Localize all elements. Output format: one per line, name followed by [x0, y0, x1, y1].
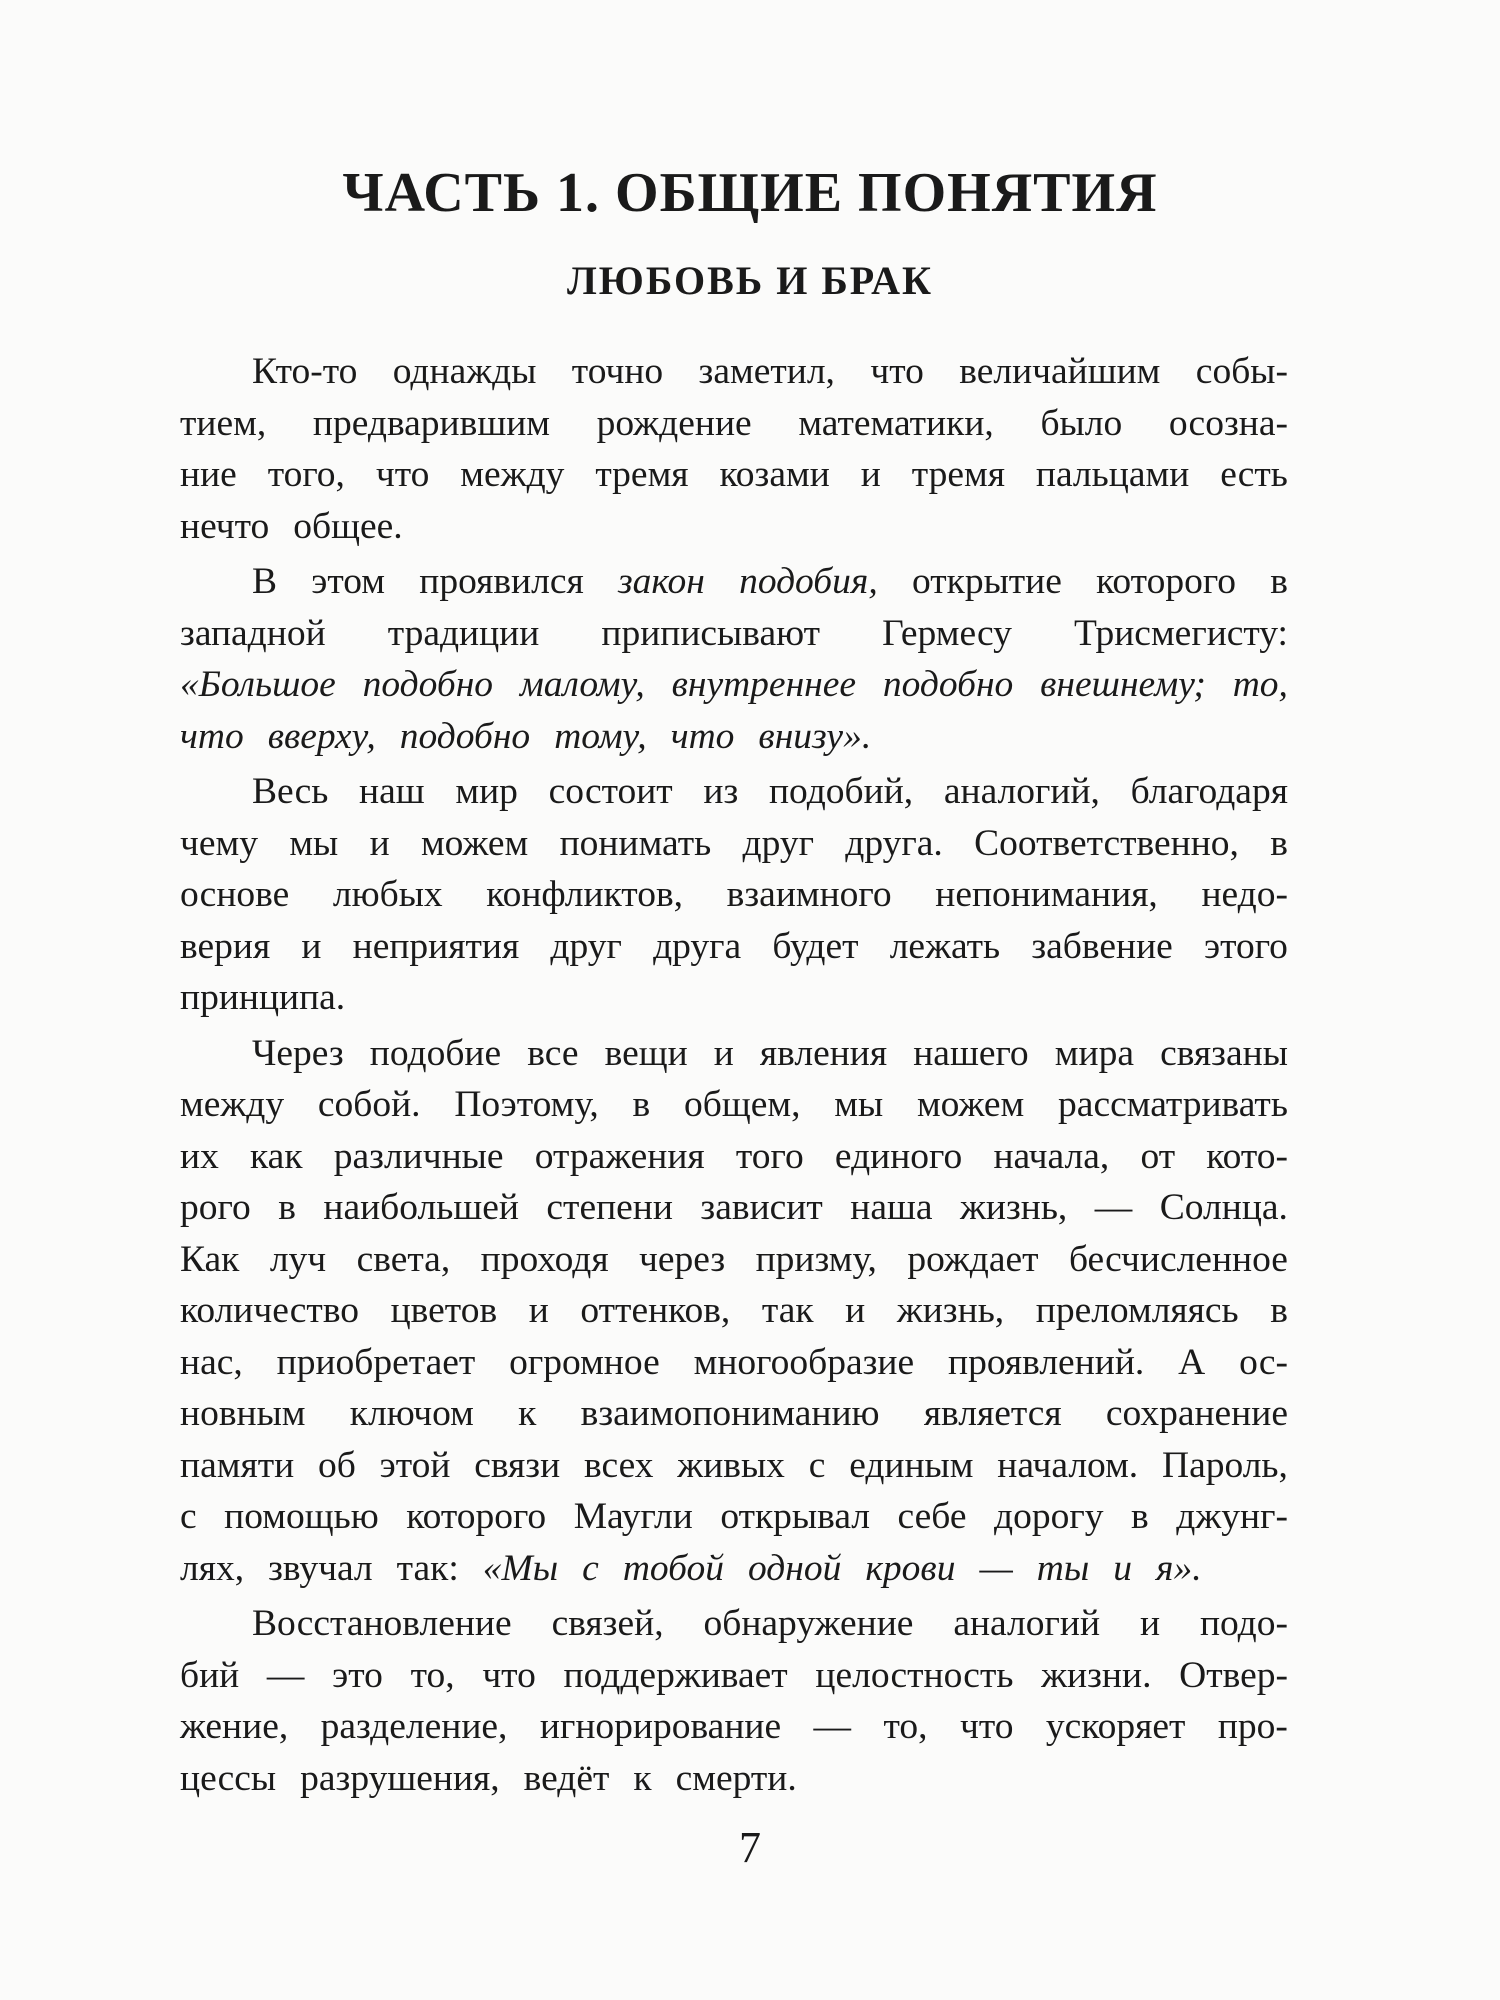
text-line: между собой. Поэтому, в общем, мы можем рассматривать [180, 1084, 1288, 1125]
text-line: «Большое подобно малому, внутреннее подобно внешнему; то, [180, 664, 1288, 705]
text-line: Восстановление связей, обнаружение аналогий и подо- [252, 1603, 1288, 1644]
text-line: с помощью которого Маугли открывал себе дорогу в джунг- [180, 1496, 1288, 1537]
part-title: ЧАСТЬ 1. ОБЩИЕ ПОНЯТИЯ [342, 162, 1158, 224]
text-line: рого в наибольшей степени зависит наша жизнь, — Солнца. [180, 1187, 1288, 1228]
text-line: Весь наш мир состоит из подобий, аналогий, благодаря [252, 771, 1288, 812]
text-line: принципа. [180, 977, 346, 1018]
text-line: что вверху, подобно тому, что внизу». [180, 715, 872, 757]
text-line: Через подобие все вещи и явления нашего мира связаны [252, 1032, 1288, 1074]
page-number: 7 [739, 1823, 761, 1872]
text-line: цессы разрушения, ведёт к смерти. [180, 1757, 797, 1799]
text-line: их как различные отражения того единого начала, от кото- [180, 1135, 1288, 1177]
text-line: основе любых конфликтов, взаимного непонимания, недо- [180, 874, 1288, 915]
text-line: тием, предварившим рождение математики, было осозна- [180, 402, 1288, 444]
text-line: Кто-то однажды точно заметил, что величайшим собы- [252, 351, 1288, 392]
text-line: нас, приобретает огромное многообразие проявлений. А ос- [180, 1341, 1288, 1383]
paragraph-gap [180, 1804, 1288, 1808]
section-title: ЛЮБОВЬ И БРАК [566, 258, 934, 303]
text-line: бий — это то, что поддерживает целостность жизни. Отвер- [180, 1654, 1288, 1696]
text-line: памяти об этой связи всех живых с единым началом. Пароль, [180, 1444, 1288, 1486]
text-line: новным ключом к взаимопониманию является сохранение [180, 1393, 1288, 1434]
text-line: Как луч света, проходя через призму, рождает бесчисленное [180, 1238, 1288, 1280]
text-line: верия и неприятия друг друга будет лежать забвение этого [180, 925, 1288, 967]
text-line: чему мы и можем понимать друг друга. Соответственно, в [180, 822, 1288, 864]
text-line: В этом проявился закон подобия, открытие которого в [252, 561, 1288, 602]
text-line: жение, разделение, игнорирование — то, что ускоряет про- [180, 1706, 1288, 1747]
text-line: нечто общее. [180, 505, 403, 547]
text-line: западной традиции приписывают Гермесу Трисмегисту: [180, 612, 1288, 654]
text-line: лях, звучал так: «Мы с тобой одной крови — ты и я». [180, 1547, 1202, 1589]
text-line: ние того, что между тремя козами и тремя пальцами есть [180, 454, 1288, 495]
text-line: количество цветов и оттенков, так и жизнь, преломляясь в [180, 1290, 1288, 1331]
body-text [180, 346, 1288, 1808]
